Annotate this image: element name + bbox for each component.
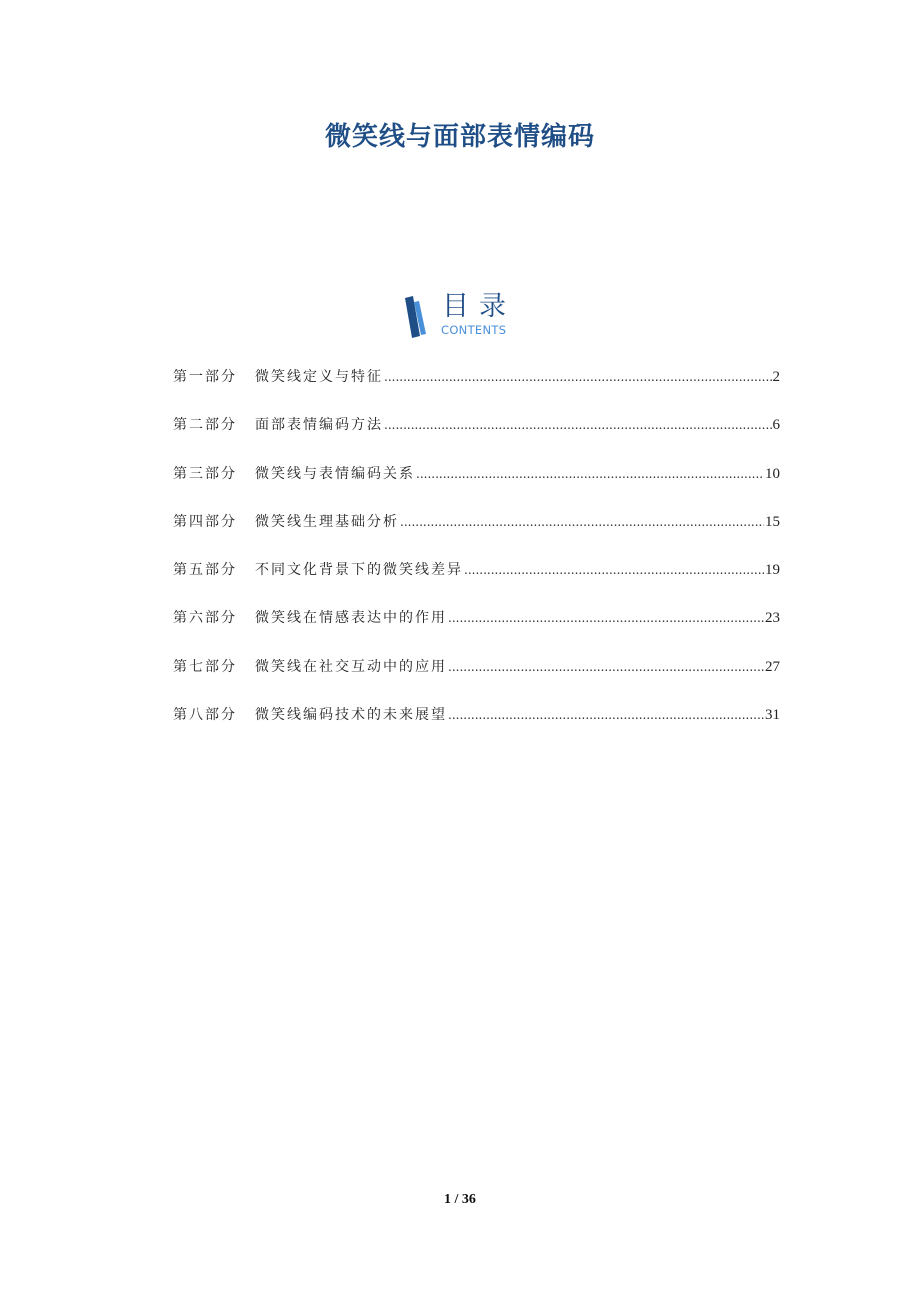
toc-entry-page: 10 <box>765 465 780 482</box>
toc-entry-part: 第七部分 <box>173 658 237 675</box>
toc-entry-3[interactable] <box>173 462 780 510</box>
toc-entry-title: 微笑线与表情编码关系 <box>255 465 415 482</box>
toc-entry-title: 面部表情编码方法 <box>255 417 383 434</box>
toc-entry-part: 第二部分 <box>173 417 237 434</box>
toc-entry-7[interactable] <box>173 655 780 703</box>
toc-entry-part: 第三部分 <box>173 465 237 482</box>
toc-entry-title: 微笑线生理基础分析 <box>255 513 399 530</box>
toc-entry-title: 微笑线在社交互动中的应用 <box>255 658 447 675</box>
toc-dot-leader <box>448 703 764 727</box>
toc-entry-1[interactable] <box>173 365 780 413</box>
toc-entry-page: 6 <box>772 417 780 434</box>
toc-entry-page: 19 <box>765 562 780 579</box>
toc-entry-part: 第八部分 <box>173 707 237 724</box>
toc-dot-leader <box>448 655 764 679</box>
book-spine-icon <box>404 296 430 338</box>
toc-entry-4[interactable] <box>173 510 780 558</box>
toc-entry-title: 微笑线定义与特征 <box>255 369 383 385</box>
toc-entry-title: 微笑线编码技术的未来展望 <box>255 707 447 724</box>
toc-dot-leader <box>464 558 764 582</box>
toc-entry-8[interactable] <box>173 703 780 751</box>
toc-entry-page: 27 <box>765 658 780 675</box>
toc-entry-page: 23 <box>765 610 780 627</box>
document-title: 微笑线与面部表情编码 <box>324 122 595 152</box>
toc-dot-leader <box>384 413 772 437</box>
toc-entry-page: 31 <box>765 707 780 724</box>
toc-entry-title: 不同文化背景下的微笑线差异 <box>255 562 463 579</box>
toc-dot-leader <box>416 462 764 486</box>
toc-header <box>404 292 524 340</box>
toc-entry-title: 微笑线在情感表达中的作用 <box>255 610 447 627</box>
page-indicator: 1 / 36 <box>444 1192 476 1207</box>
toc-entry-part: 第六部分 <box>173 610 237 627</box>
table-of-contents <box>173 365 780 751</box>
toc-entry-6[interactable] <box>173 606 780 654</box>
toc-entry-page: 2 <box>772 369 780 385</box>
toc-dot-leader <box>384 365 772 389</box>
toc-entry-5[interactable] <box>173 558 780 606</box>
toc-entry-2[interactable] <box>173 413 780 461</box>
toc-entry-part: 第四部分 <box>173 513 237 530</box>
toc-dot-leader <box>448 606 764 630</box>
toc-entry-part: 第一部分 <box>173 369 237 385</box>
toc-entry-page: 15 <box>765 513 780 530</box>
toc-entry-part: 第五部分 <box>173 562 237 579</box>
toc-dot-leader <box>400 510 764 534</box>
toc-heading: 目录 <box>442 291 516 322</box>
toc-subheading: CONTENTS <box>441 323 507 337</box>
